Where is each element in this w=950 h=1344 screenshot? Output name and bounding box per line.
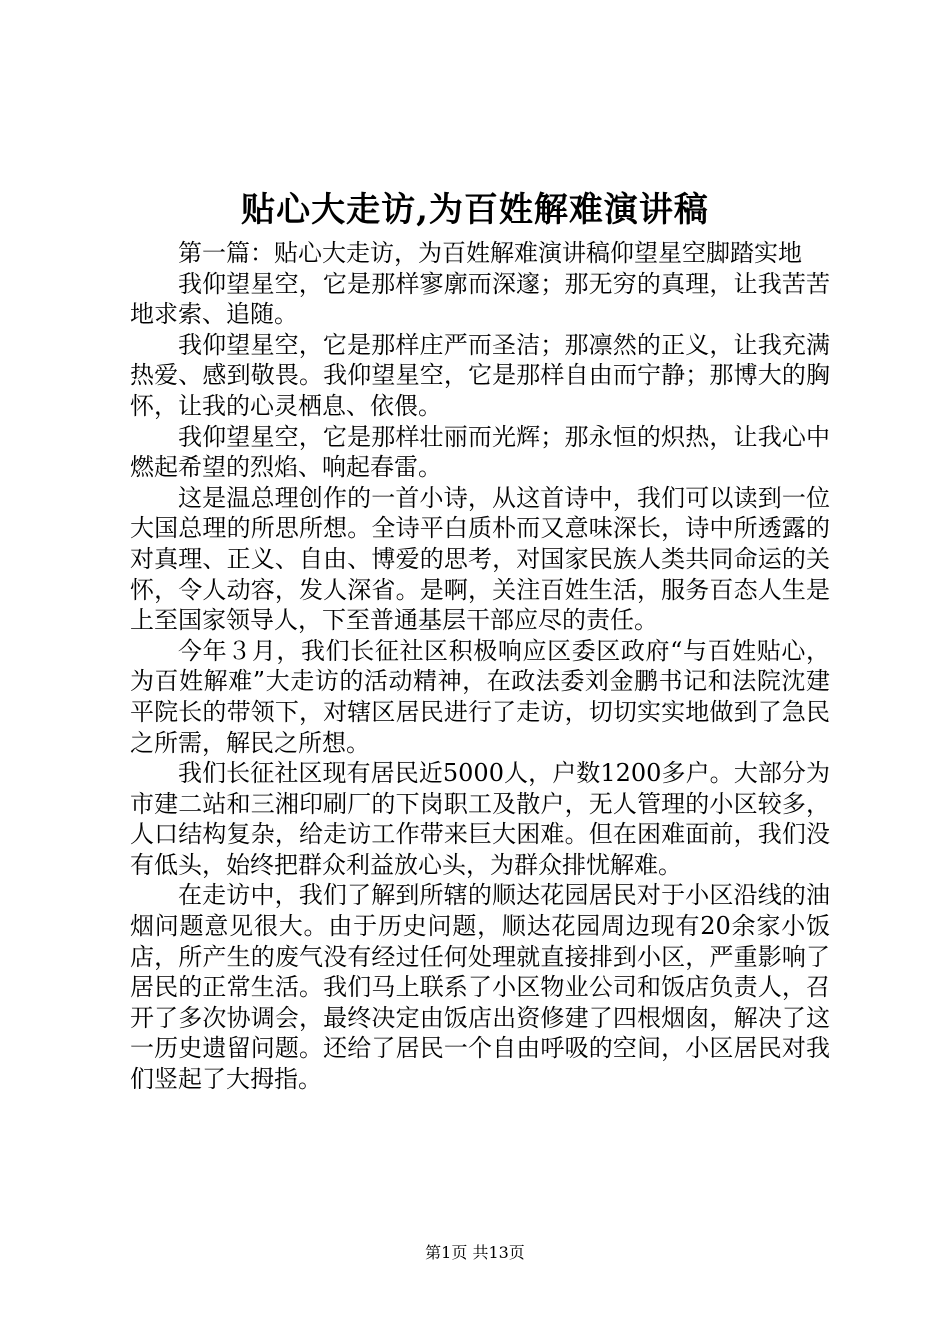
page-footer: 第1页 共13页 xyxy=(425,1243,525,1262)
paragraph-2: 我仰望星空，它是那样寥廓而深邃；那无穷的真理，让我苦苦地求索、追随。 xyxy=(130,269,830,329)
document-title: 贴心大走访,为百姓解难演讲稿 xyxy=(241,190,709,230)
paragraph-7: 我们长征社区现有居民近5000人，户数1200多户。大部分为市建二站和三湘印刷厂的下岗职工及散户，无人管理的小区较多，人口结构复杂，给走访工作带来巨大困难。但在困难面前，我们没有低头，始终把群众利益放心头，为群众排忧解难。 xyxy=(130,759,830,879)
document-body xyxy=(130,238,830,1095)
paragraph-3: 我仰望星空，它是那样庄严而圣洁；那凛然的正义，让我充满热爱、感到敬畏。我仰望星空，它是那样自由而宁静；那博大的胸怀，让我的心灵栖息、依偎。 xyxy=(130,330,830,420)
paragraph-8: 在走访中，我们了解到所辖的顺达花园居民对于小区沿线的油烟问题意见很大。由于历史问题，顺达花园周边现有20余家小饭店，所产生的废气没有经过任何处理就直接排到小区，严重影响了居民的正常生活。我们马上联系了小区物业公司和饭店负责人，召开了多次协调会，最终决定由饭店出资修建了四根烟囱，解决了这一历史遗留问题。还给了居民一个自由呼吸的空间，小区居民对我们竖起了大拇指。 xyxy=(130,881,830,1094)
paragraph-4: 我仰望星空，它是那样壮丽而光辉；那永恒的炽热，让我心中燃起希望的烈焰、响起春雷。 xyxy=(130,422,830,482)
paragraph-6: 今年３月，我们长征社区积极响应区委区政府“与百姓贴心，为百姓解难”大走访的活动精神，在政法委刘金鹏书记和法院沈建平院长的带领下，对辖区居民进行了走访，切切实实地做到了急民之所需，解民之所想。 xyxy=(130,636,830,757)
paragraph-1: 第一篇：贴心大走访，为百姓解难演讲稿仰望星空脚踏实地 xyxy=(178,239,802,267)
paragraph-5: 这是温总理创作的一首小诗，从这首诗中，我们可以读到一位大国总理的所思所想。全诗平白质朴而又意味深长，诗中所透露的对真理、正义、自由、博爱的思考，对国家民族人类共同命运的关怀，令人动容，发人深省。是啊，关注百姓生活，服务百态人生是上至国家领导人，下至普通基层干部应尽的责任。 xyxy=(130,483,830,635)
